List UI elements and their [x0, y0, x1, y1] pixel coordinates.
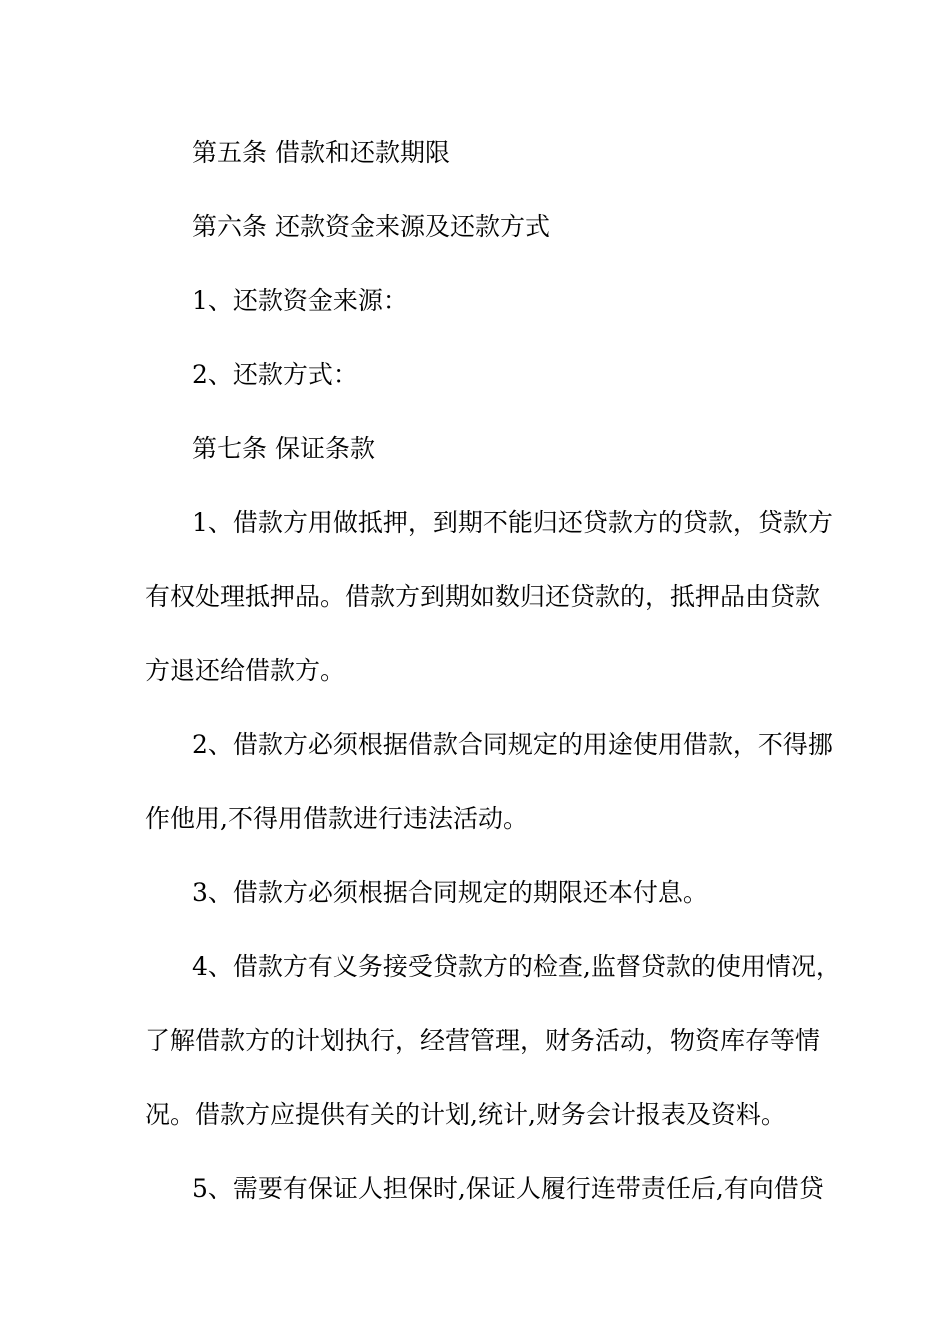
text-line: 方退还给借款方。 [145, 656, 346, 685]
repayment-method-item [0, 338, 950, 412]
text-line: 了解借款方的计划执行，经营管理，财务活动，物资库存等情 [145, 1026, 821, 1055]
text-line: 第六条 还款资金来源及还款方式 [192, 212, 550, 241]
guarantee-clause-1 [0, 486, 950, 708]
text-line: 5、需要有保证人担保时,保证人履行连带责任后,有向借贷 [192, 1174, 824, 1203]
guarantee-clause-4 [0, 930, 950, 1152]
article-6-heading [0, 190, 950, 264]
article-5-heading [0, 116, 950, 190]
text-line: 第五条 借款和还款期限 [192, 138, 450, 167]
text-line: 3、借款方必须根据合同规定的期限还本付息。 [192, 878, 708, 907]
text-line: 况。借款方应提供有关的计划,统计,财务会计报表及资料。 [145, 1100, 786, 1129]
text-line: 第七条 保证条款 [192, 434, 375, 463]
text-line: 有权处理抵押品。借款方到期如数归还贷款的，抵押品由贷款 [145, 582, 821, 611]
guarantee-clause-2 [0, 708, 950, 856]
guarantee-clause-5 [0, 1152, 950, 1226]
text-line: 2、借款方必须根据借款合同规定的用途使用借款，不得挪 [192, 730, 833, 759]
text-line: 1、还款资金来源： [192, 286, 408, 315]
guarantee-clause-3 [0, 856, 950, 930]
repayment-source-item [0, 264, 950, 338]
text-line: 2、还款方式： [192, 360, 358, 389]
article-7-heading [0, 412, 950, 486]
text-line: 作他用,不得用借款进行违法活动。 [145, 804, 528, 833]
text-line: 4、借款方有义务接受贷款方的检查,监督贷款的使用情况， [192, 952, 841, 981]
text-line: 1、借款方用做抵押，到期不能归还贷款方的贷款，贷款方 [192, 508, 833, 537]
